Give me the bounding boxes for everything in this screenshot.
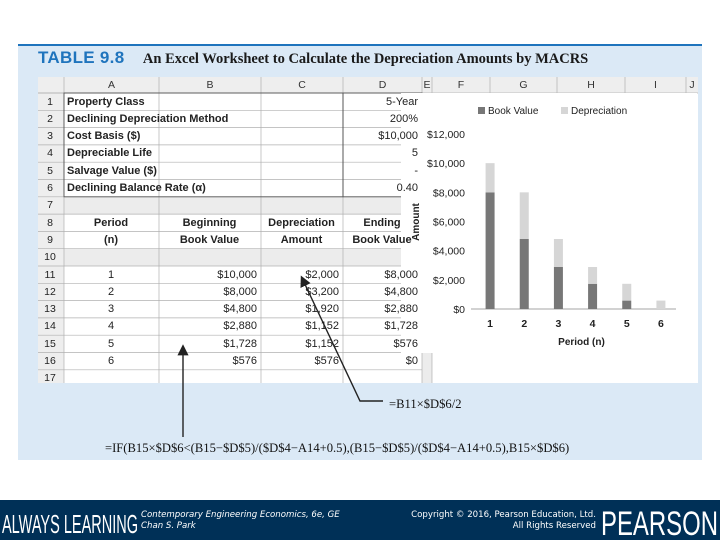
table-title	[38, 48, 698, 70]
table-cell[interactable]: $8,000	[223, 285, 257, 298]
bar-book-value	[520, 239, 529, 309]
pearson-text: PEARSON	[601, 505, 718, 538]
table-header[interactable]: Depreciation	[268, 216, 335, 229]
param-label[interactable]: Declining Depreciation Method	[67, 112, 229, 125]
x-axis-label: Period (n)	[558, 337, 605, 348]
row-header[interactable]: 17	[44, 372, 56, 385]
table-cell[interactable]: $10,000	[217, 268, 257, 281]
param-label[interactable]: Depreciable Life	[67, 147, 152, 160]
table-cell[interactable]: $1,152	[305, 320, 339, 333]
table-number: TABLE 9.8	[38, 48, 125, 67]
bar-book-value	[486, 192, 495, 309]
x-tick-label: 6	[657, 318, 664, 330]
table-header[interactable]: (n)	[103, 233, 119, 246]
row-header[interactable]: 6	[47, 182, 53, 194]
always-learning-text: ALWAYS LEARNING	[2, 509, 138, 537]
bar-book-value	[622, 301, 631, 309]
row-header[interactable]: 4	[47, 147, 53, 160]
y-tick-label: $8,000	[432, 187, 465, 200]
param-value[interactable]: -	[414, 164, 418, 177]
table-cell[interactable]: 2	[107, 285, 115, 298]
table-cell[interactable]: $576	[232, 355, 257, 367]
y-tick-label: $6,000	[432, 216, 465, 229]
table-cell[interactable]: 3	[107, 303, 115, 316]
row-header[interactable]: 11	[44, 268, 56, 281]
table-cell[interactable]: $4,800	[223, 303, 257, 316]
y-tick-label: $4,000	[432, 245, 465, 258]
row-header[interactable]: 2	[47, 112, 53, 125]
param-value[interactable]: 200%	[389, 112, 418, 125]
bar-depreciation	[656, 301, 665, 309]
param-label[interactable]: Cost Basis ($)	[67, 130, 141, 143]
row-header[interactable]: 7	[47, 199, 53, 212]
param-value[interactable]: $10,000	[378, 130, 418, 143]
book-credit	[141, 510, 340, 532]
table-cell[interactable]: $2,880	[384, 303, 418, 316]
pearson-logo	[600, 502, 720, 538]
table-cell[interactable]: $1,920	[305, 303, 339, 316]
row-header[interactable]: 15	[44, 337, 56, 350]
copyright-line1: Copyright © 2016, Pearson Education, Ltd.	[411, 510, 596, 520]
param-value[interactable]: 0.40	[396, 182, 418, 194]
x-tick-label: 1	[487, 318, 494, 330]
table-header[interactable]: Book Value	[179, 233, 240, 246]
table-header[interactable]: Beginning	[182, 216, 237, 229]
table-cell[interactable]: $576	[314, 355, 339, 367]
y-tick-label: $0	[453, 304, 465, 316]
table-cell[interactable]: $0	[405, 355, 418, 367]
bar-depreciation	[486, 163, 495, 192]
row-header[interactable]: 9	[47, 233, 53, 246]
column-header[interactable]: H	[587, 79, 595, 91]
book-author: Chan S. Park	[141, 521, 196, 531]
bar-depreciation	[588, 267, 597, 284]
x-tick-label: 4	[589, 318, 596, 330]
param-label[interactable]: Declining Balance Rate (α)	[67, 182, 206, 194]
column-header[interactable]: D	[378, 79, 387, 91]
table-cell[interactable]: $1,728	[384, 320, 418, 333]
table-cell[interactable]: 6	[107, 355, 115, 367]
param-value[interactable]: 5	[411, 147, 418, 160]
row-header[interactable]: 3	[47, 130, 53, 143]
table-cell[interactable]: 1	[107, 268, 115, 281]
column-header[interactable]: J	[689, 79, 695, 91]
y-tick-label: $10,000	[427, 158, 465, 171]
column-header[interactable]: A	[107, 79, 115, 91]
table-header[interactable]: Amount	[280, 233, 323, 246]
table-cell[interactable]: $2,880	[223, 320, 257, 333]
param-label[interactable]: Salvage Value ($)	[67, 164, 157, 177]
copyright-line2: All Rights Reserved	[512, 521, 596, 531]
table-header[interactable]: Ending	[363, 216, 401, 229]
table-cell[interactable]: $576	[393, 337, 418, 350]
row-header[interactable]: 13	[44, 303, 56, 316]
table-cell[interactable]: $8,000	[384, 268, 418, 281]
y-axis-label: Amount	[411, 203, 422, 241]
row-header[interactable]: 14	[44, 320, 56, 333]
x-tick-label: 5	[623, 318, 630, 330]
column-header[interactable]: C	[298, 79, 306, 91]
bar-book-value	[588, 284, 597, 309]
legend-label: Book Value	[488, 106, 539, 117]
row-header[interactable]: 10	[44, 251, 56, 264]
cell-formula: =IF(B15×$D$6<(B15−$D$5)/($D$4−A14+0.5),(B15−$D$5)/($D$4−A14+0.5),B15×$D$6)	[105, 441, 570, 455]
callout-formula: =B11×$D$6/2	[389, 397, 462, 411]
table-cell[interactable]: $1,152	[305, 337, 339, 350]
always-learning-logo	[0, 503, 140, 537]
table-cell[interactable]: 4	[107, 320, 115, 333]
x-tick-label: 3	[555, 318, 562, 330]
param-label[interactable]: Property Class	[67, 95, 145, 108]
bar-depreciation	[622, 284, 631, 301]
y-tick-label: $2,000	[432, 274, 465, 287]
table-header[interactable]: Book Value	[352, 233, 412, 246]
table-cell[interactable]: $2,000	[305, 268, 339, 281]
table-cell[interactable]: $4,800	[384, 285, 418, 298]
row-header[interactable]: 5	[47, 164, 53, 177]
title-rule	[18, 44, 702, 46]
param-value[interactable]: 5-Year	[385, 95, 418, 108]
legend-swatch	[561, 107, 568, 114]
bar-depreciation	[520, 192, 529, 239]
table-cell[interactable]: 5	[107, 337, 115, 350]
spreadsheet	[38, 77, 698, 383]
column-header[interactable]: E	[423, 79, 431, 91]
column-header[interactable]: F	[457, 79, 465, 91]
table-header[interactable]: Period	[93, 216, 129, 229]
column-header[interactable]: B	[206, 79, 214, 91]
legend-swatch	[478, 107, 485, 114]
book-title: Contemporary Engineering Economics, 6e, GE	[141, 510, 340, 520]
column-header[interactable]: G	[519, 79, 528, 91]
row-header[interactable]: 8	[47, 216, 53, 229]
bar-depreciation	[554, 239, 563, 267]
legend-label: Depreciation	[571, 106, 628, 117]
bar-book-value	[554, 267, 563, 309]
table-cell[interactable]: $1,728	[223, 337, 257, 350]
copyright	[411, 510, 596, 532]
table-caption: An Excel Worksheet to Calculate the Depreciation Amounts by MACRS	[142, 51, 589, 67]
x-tick-label: 2	[521, 318, 528, 330]
row-header[interactable]: 12	[44, 285, 56, 298]
row-header[interactable]: 1	[47, 95, 53, 108]
table-cell[interactable]: $3,200	[305, 285, 339, 298]
row-header[interactable]: 16	[44, 355, 56, 367]
column-header[interactable]: I	[654, 79, 657, 91]
y-tick-label: $12,000	[427, 129, 465, 141]
